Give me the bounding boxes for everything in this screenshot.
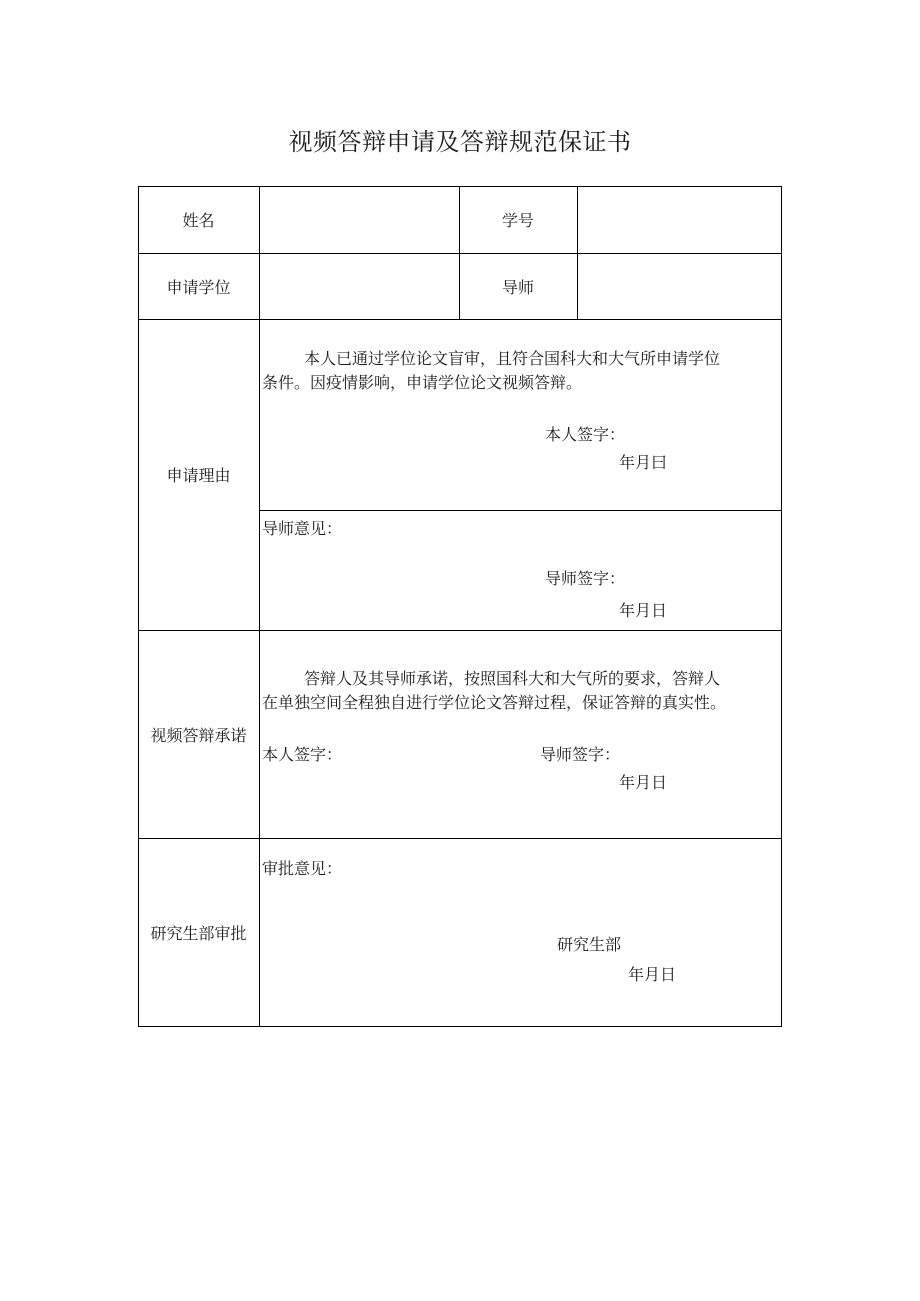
reason-section-label: 申请理由 — [166, 466, 231, 485]
self-date-label: 年月曰 — [619, 453, 668, 472]
commitment-self-signature-label: 本人签字： — [262, 745, 343, 764]
commitment-advisor-signature-label: 导师签字： — [540, 745, 621, 764]
approval-section-label: 研究生部审批 — [150, 923, 247, 943]
document-title: 视频答辩申请及答辩规范保证书 — [288, 128, 632, 156]
reason-statement-line2: 条件。因疫情影响，申请学位论文视频答辩。 — [262, 373, 583, 392]
approval-opinion-label: 审批意见： — [262, 859, 343, 878]
commitment-date-label: 年月日 — [619, 773, 668, 792]
degree-field[interactable] — [260, 254, 459, 319]
table-border-right — [781, 186, 782, 1027]
table-rule-reason-split — [259, 510, 782, 511]
name-label: 姓名 — [182, 211, 215, 230]
name-field[interactable] — [260, 187, 459, 253]
reason-statement-line1: 本人已通过学位论文盲审，且符合国科大和大气所申请学位 — [304, 349, 721, 368]
self-signature-label: 本人签字： — [545, 425, 626, 444]
approval-department-label: 研究生部 — [557, 935, 622, 954]
student-id-label: 学号 — [501, 211, 534, 230]
advisor-label: 导师 — [501, 277, 534, 297]
degree-label: 申请学位 — [166, 277, 231, 297]
approval-date-label: 年月日 — [628, 965, 677, 984]
advisor-opinion-label: 导师意见： — [262, 519, 343, 538]
advisor-date-label: 年月日 — [619, 601, 668, 620]
application-form — [138, 186, 782, 1027]
table-border-bottom — [138, 1026, 782, 1027]
commitment-statement-line2: 在单独空间全程独自进行学位论文答辩过程，保证答辩的真实性。 — [262, 693, 727, 712]
advisor-signature-label: 导师签字： — [545, 569, 626, 588]
student-id-field[interactable] — [578, 187, 781, 253]
advisor-field[interactable] — [578, 254, 781, 319]
commitment-statement-line1: 答辩人及其导师承诺，按照国科大和大气所的要求，答辩人 — [304, 669, 721, 688]
commitment-section-label: 视频答辩承诺 — [150, 725, 247, 745]
